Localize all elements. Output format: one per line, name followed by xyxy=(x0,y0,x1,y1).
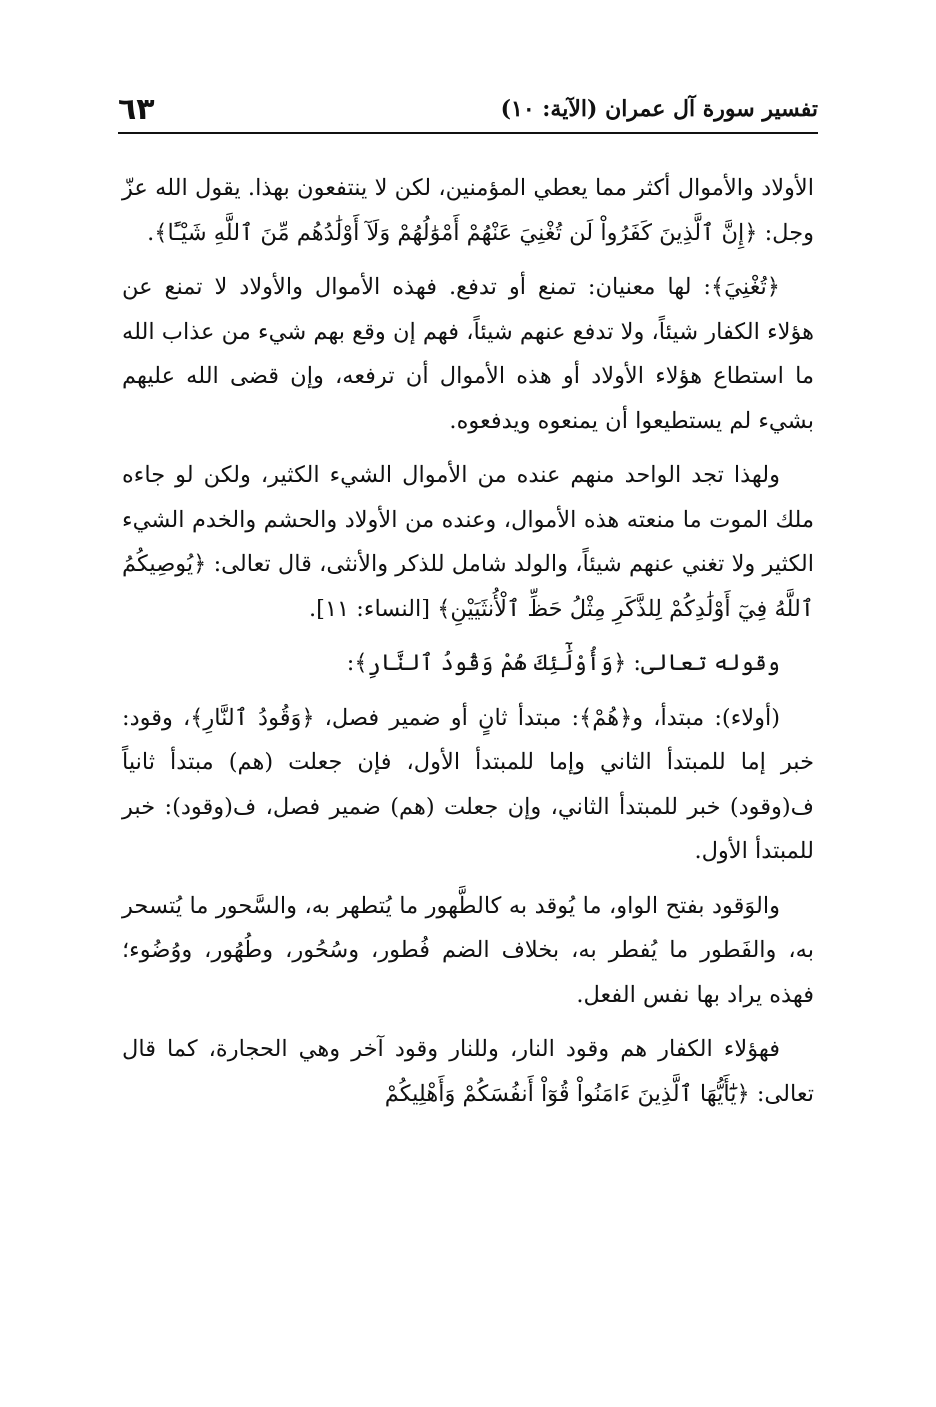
paragraph-7: فهؤلاء الكفار هم وقود النار، وللنار وقود آخر وهي الحجارة، كما قال تعالى: ﴿يَٰٓأَيُّهَا ٱلَّذِينَ ءَامَنُواْ قُوٓاْ أَنفُسَكُمْ وَأَهْلِيكُمْ xyxy=(122,1036,814,1107)
body-text xyxy=(122,166,814,1126)
paragraph-4: وقوله تعالى: ﴿وَأُوْلَٰٓئِكَ هُمْ وَقُودُ ٱلنَّارِ﴾: xyxy=(346,650,780,676)
paragraph-1: الأولاد والأموال أكثر مما يعطي المؤمنين، لكن لا ينتفعون بهذا. يقول الله عزّ وجل: ﴿إِنَّ ٱلَّذِينَ كَفَرُواْ لَن تُغْنِيَ عَنْهُمْ أَمْوَٰلُهُمْ وَلَآ أَوْلَٰدُهُم مِّنَ ٱللَّهِ شَيْـًٔا﴾. xyxy=(122,175,814,246)
paragraph-3: ولهذا تجد الواحد منهم عنده من الأموال الشيء الكثير، ولكن لو جاءه ملك الموت ما منعته هذه الأموال، وعنده من الأولاد والحشم والخدم الشيء الكثير ولا تغني عنهم شيئاً، والولد شامل للذكر والأنثى، قال تعالى: ﴿يُوصِيكُمُ ٱللَّهُ فِيٓ أَوْلَٰدِكُمْ لِلذَّكَرِ مِثْلُ حَظِّ ٱلْأُنثَيَيْنِ﴾ [النساء: ١١]. xyxy=(122,462,814,622)
page-header xyxy=(118,88,818,130)
paragraph-2: ﴿تُغْنِيَ﴾: لها معنيان: تمنع أو تدفع. فهذه الأموال والأولاد لا تمنع عن هؤلاء الكفار شيئاً، ولا تدفع عنهم شيئاً، فهم إن وقع بهم شيء من عذاب الله ما استطاع هؤلاء الأولاد أو هذه الأموال أن ترفعه، وإن قضى الله عليهم بشيء لم يستطيعوا أن يمنعوه ويدفعوه. xyxy=(122,274,814,434)
header-rule xyxy=(118,132,818,134)
paragraph-6: والوَقود بفتح الواو، ما يُوقد به كالطَّهور ما يُتطهر به، والسَّحور ما يُتسحر به، والفَطور ما يُفطر به، بخلاف الضم فُطور، وسُحُور، وطُهُور، ووُضُوء؛ فهذه يراد بها نفس الفعل. xyxy=(122,892,814,1008)
page-number: ٦٣ xyxy=(118,91,155,127)
paragraph-5: (أولاء): مبتدأ، و﴿هُمْ﴾: مبتدأ ثانٍ أو ضمير فصل، ﴿وَقُودُ ٱلنَّارِ﴾، وقود: خبر إما للمبتدأ الثاني وإما للمبتدأ الأول، فإن جعلت (هم) مبتدأ ثانياً ف(وقود) خبر للمبتدأ الثاني، وإن جعلت (هم) ضمير فصل، ف(وقود): خبر للمبتدأ الأول. xyxy=(122,704,814,864)
running-title: تفسير سورة آل عمران (الآية: ١٠) xyxy=(500,96,818,122)
